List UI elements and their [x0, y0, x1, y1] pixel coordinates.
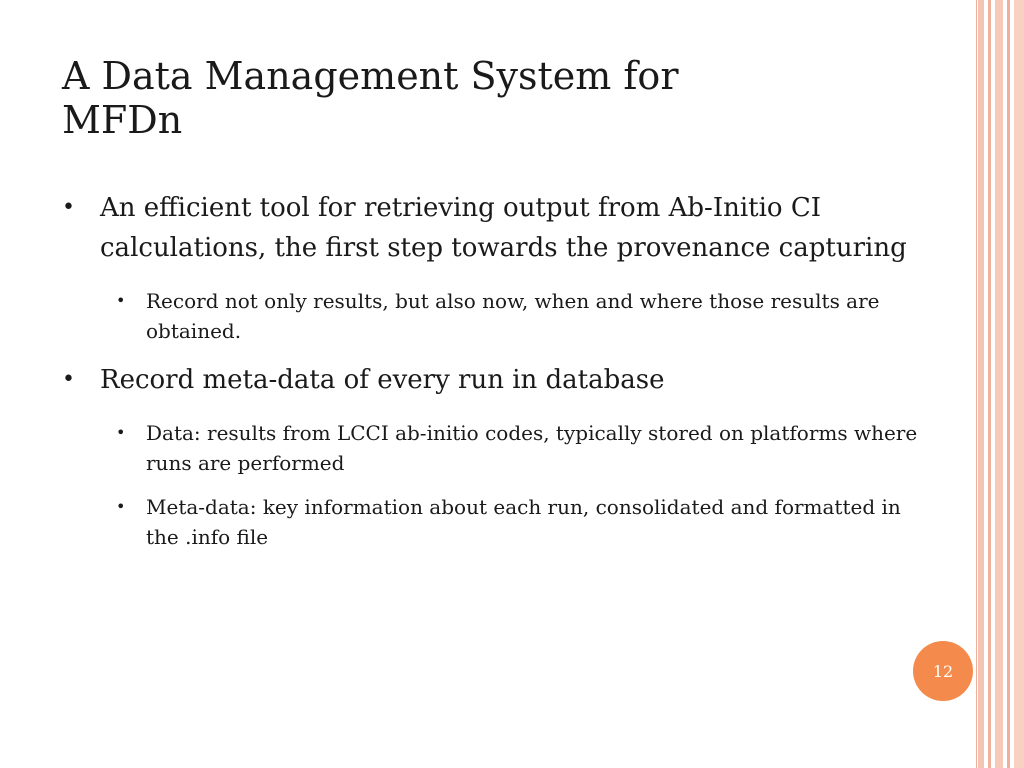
sub-bullet-item — [62, 492, 922, 552]
decorative-stripe — [995, 0, 1003, 768]
decorative-stripe — [978, 0, 984, 768]
bullet-text: Record meta-data of every run in database — [100, 365, 665, 395]
bullet-icon: • — [62, 195, 75, 220]
slide-title-line-2: MFDn — [62, 98, 183, 142]
slide-title-line-1: A Data Management System for — [62, 54, 679, 98]
decorative-stripe — [976, 0, 977, 768]
slide-title — [62, 54, 942, 142]
sub-bullet-icon: • — [116, 497, 126, 516]
sub-bullet-item — [62, 418, 922, 478]
sub-bullet-text: Record not only results, but also now, when and where those results are obtained. — [146, 289, 880, 343]
page-number: 12 — [932, 661, 954, 681]
decorative-stripe — [1014, 0, 1024, 768]
sub-bullet-icon: • — [116, 423, 126, 442]
decorative-stripe — [988, 0, 991, 768]
bullet-icon: • — [62, 367, 75, 392]
bullet-item — [62, 188, 922, 268]
sub-bullet-text: Meta-data: key information about each run, consolidated and formatted in the .info file — [146, 495, 901, 549]
decorative-stripe — [1007, 0, 1010, 768]
bullet-item — [62, 360, 922, 400]
page-number-badge — [913, 641, 973, 701]
bullet-text: An efficient tool for retrieving output from Ab-Initio CI calculations, the first step towards the provenance capturing — [100, 193, 907, 263]
sub-bullet-text: Data: results from LCCI ab-initio codes, typically stored on platforms where runs are performed — [146, 421, 918, 475]
sub-bullet-icon: • — [116, 291, 126, 310]
sub-bullet-item — [62, 286, 922, 346]
bullet-list — [62, 188, 922, 566]
